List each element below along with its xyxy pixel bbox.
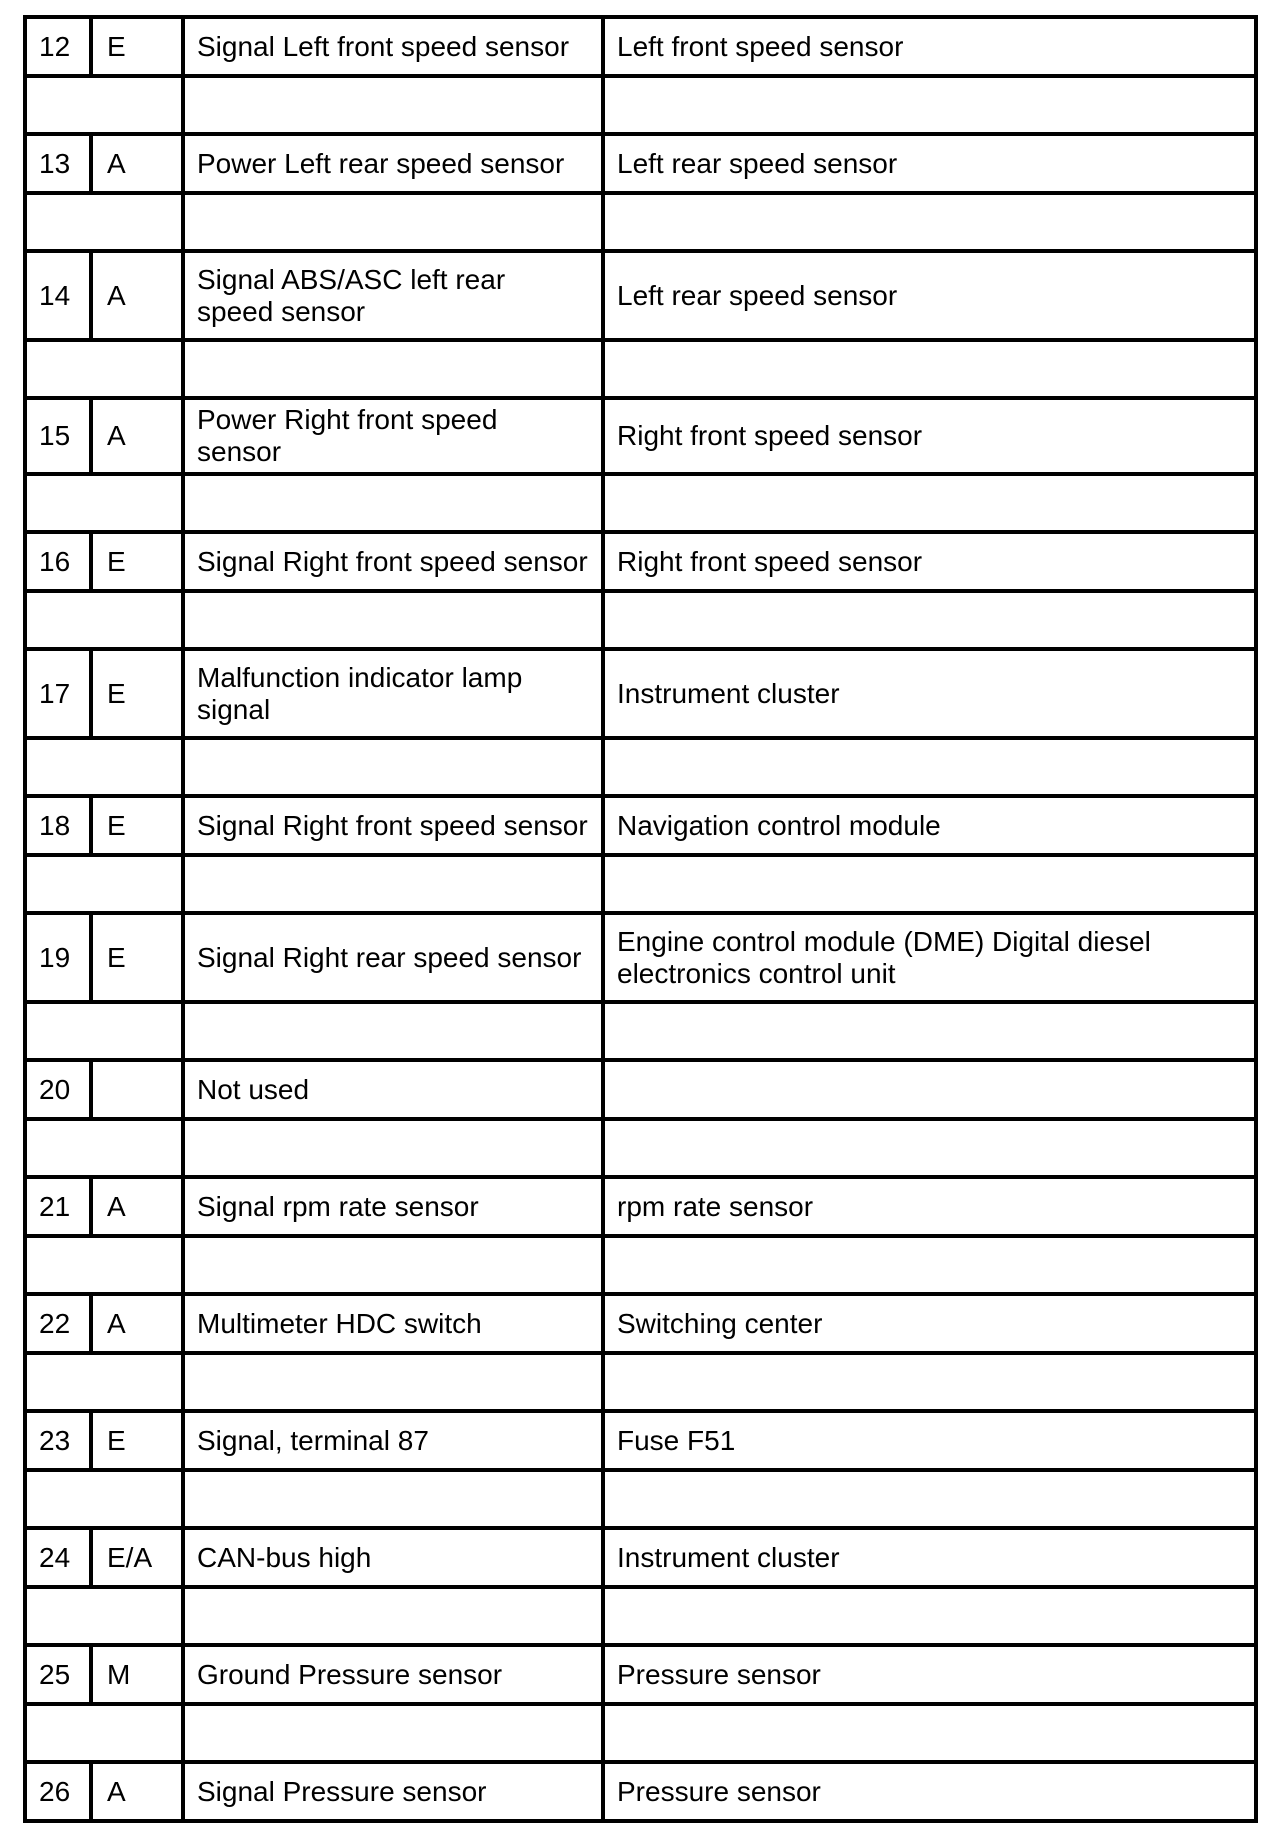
connected-component: Right front speed sensor [603,398,1256,474]
pin-number: 19 [25,913,91,1002]
signal-description: CAN-bus high [183,1528,603,1587]
signal-description: Signal Left front speed sensor [183,17,603,76]
signal-description: Power Left rear speed sensor [183,134,603,193]
signal-description: Ground Pressure sensor [183,1645,603,1704]
spacer-row [25,1002,1256,1060]
signal-type: E [91,796,183,855]
pin-number: 21 [25,1177,91,1236]
signal-type: E/A [91,1528,183,1587]
signal-description: Power Right front speed sensor [183,398,603,474]
spacer-row [25,1587,1256,1645]
pin-number: 25 [25,1645,91,1704]
signal-description: Not used [183,1060,603,1119]
signal-type: E [91,649,183,738]
signal-type [91,1060,183,1119]
table-row [25,398,1256,474]
signal-type: A [91,1294,183,1353]
pin-assignment-table [23,15,1258,1823]
table-row [25,1528,1256,1587]
signal-description: Signal ABS/ASC left rear speed sensor [183,251,603,340]
connected-component: Instrument cluster [603,649,1256,738]
signal-description: Signal Right front speed sensor [183,532,603,591]
pin-number: 16 [25,532,91,591]
table-row [25,251,1256,340]
table-row [25,796,1256,855]
spacer-row [25,591,1256,649]
signal-type: M [91,1645,183,1704]
table-row [25,1645,1256,1704]
connected-component: Instrument cluster [603,1528,1256,1587]
spacer-row [25,1353,1256,1411]
table-row [25,1411,1256,1470]
connected-component: Left rear speed sensor [603,251,1256,340]
table-row [25,1177,1256,1236]
connected-component: Pressure sensor [603,1762,1256,1821]
connected-component: Engine control module (DME) Digital diesel electronics control unit [603,913,1256,1002]
signal-type: E [91,1411,183,1470]
table-row [25,532,1256,591]
pin-number: 24 [25,1528,91,1587]
pin-number: 15 [25,398,91,474]
signal-type: A [91,251,183,340]
connected-component: Navigation control module [603,796,1256,855]
table-row [25,913,1256,1002]
pin-number: 12 [25,17,91,76]
pin-number: 20 [25,1060,91,1119]
connected-component: Fuse F51 [603,1411,1256,1470]
spacer-row [25,1119,1256,1177]
signal-type: E [91,532,183,591]
connected-component: Right front speed sensor [603,532,1256,591]
signal-type: E [91,913,183,1002]
pin-number: 18 [25,796,91,855]
signal-type: A [91,1177,183,1236]
spacer-row [25,1470,1256,1528]
signal-type: E [91,17,183,76]
signal-description: Multimeter HDC switch [183,1294,603,1353]
spacer-row [25,193,1256,251]
pin-number: 17 [25,649,91,738]
spacer-row [25,474,1256,532]
pin-number: 23 [25,1411,91,1470]
signal-description: Malfunction indicator lamp signal [183,649,603,738]
connected-component: Pressure sensor [603,1645,1256,1704]
spacer-row [25,1704,1256,1762]
spacer-row [25,76,1256,134]
pin-number: 26 [25,1762,91,1821]
pin-number: 22 [25,1294,91,1353]
table-row [25,1762,1256,1821]
signal-type: A [91,134,183,193]
table-row [25,1060,1256,1119]
signal-description: Signal Right front speed sensor [183,796,603,855]
signal-description: Signal, terminal 87 [183,1411,603,1470]
spacer-row [25,738,1256,796]
table-row [25,134,1256,193]
signal-description: Signal rpm rate sensor [183,1177,603,1236]
signal-description: Signal Right rear speed sensor [183,913,603,1002]
pin-number: 14 [25,251,91,340]
table-row [25,649,1256,738]
connected-component [603,1060,1256,1119]
table-row [25,17,1256,76]
connected-component: Switching center [603,1294,1256,1353]
spacer-row [25,340,1256,398]
spacer-row [25,855,1256,913]
connected-component: rpm rate sensor [603,1177,1256,1236]
spacer-row [25,1236,1256,1294]
signal-type: A [91,1762,183,1821]
connected-component: Left rear speed sensor [603,134,1256,193]
signal-type: A [91,398,183,474]
table-row [25,1294,1256,1353]
pin-number: 13 [25,134,91,193]
connected-component: Left front speed sensor [603,17,1256,76]
signal-description: Signal Pressure sensor [183,1762,603,1821]
